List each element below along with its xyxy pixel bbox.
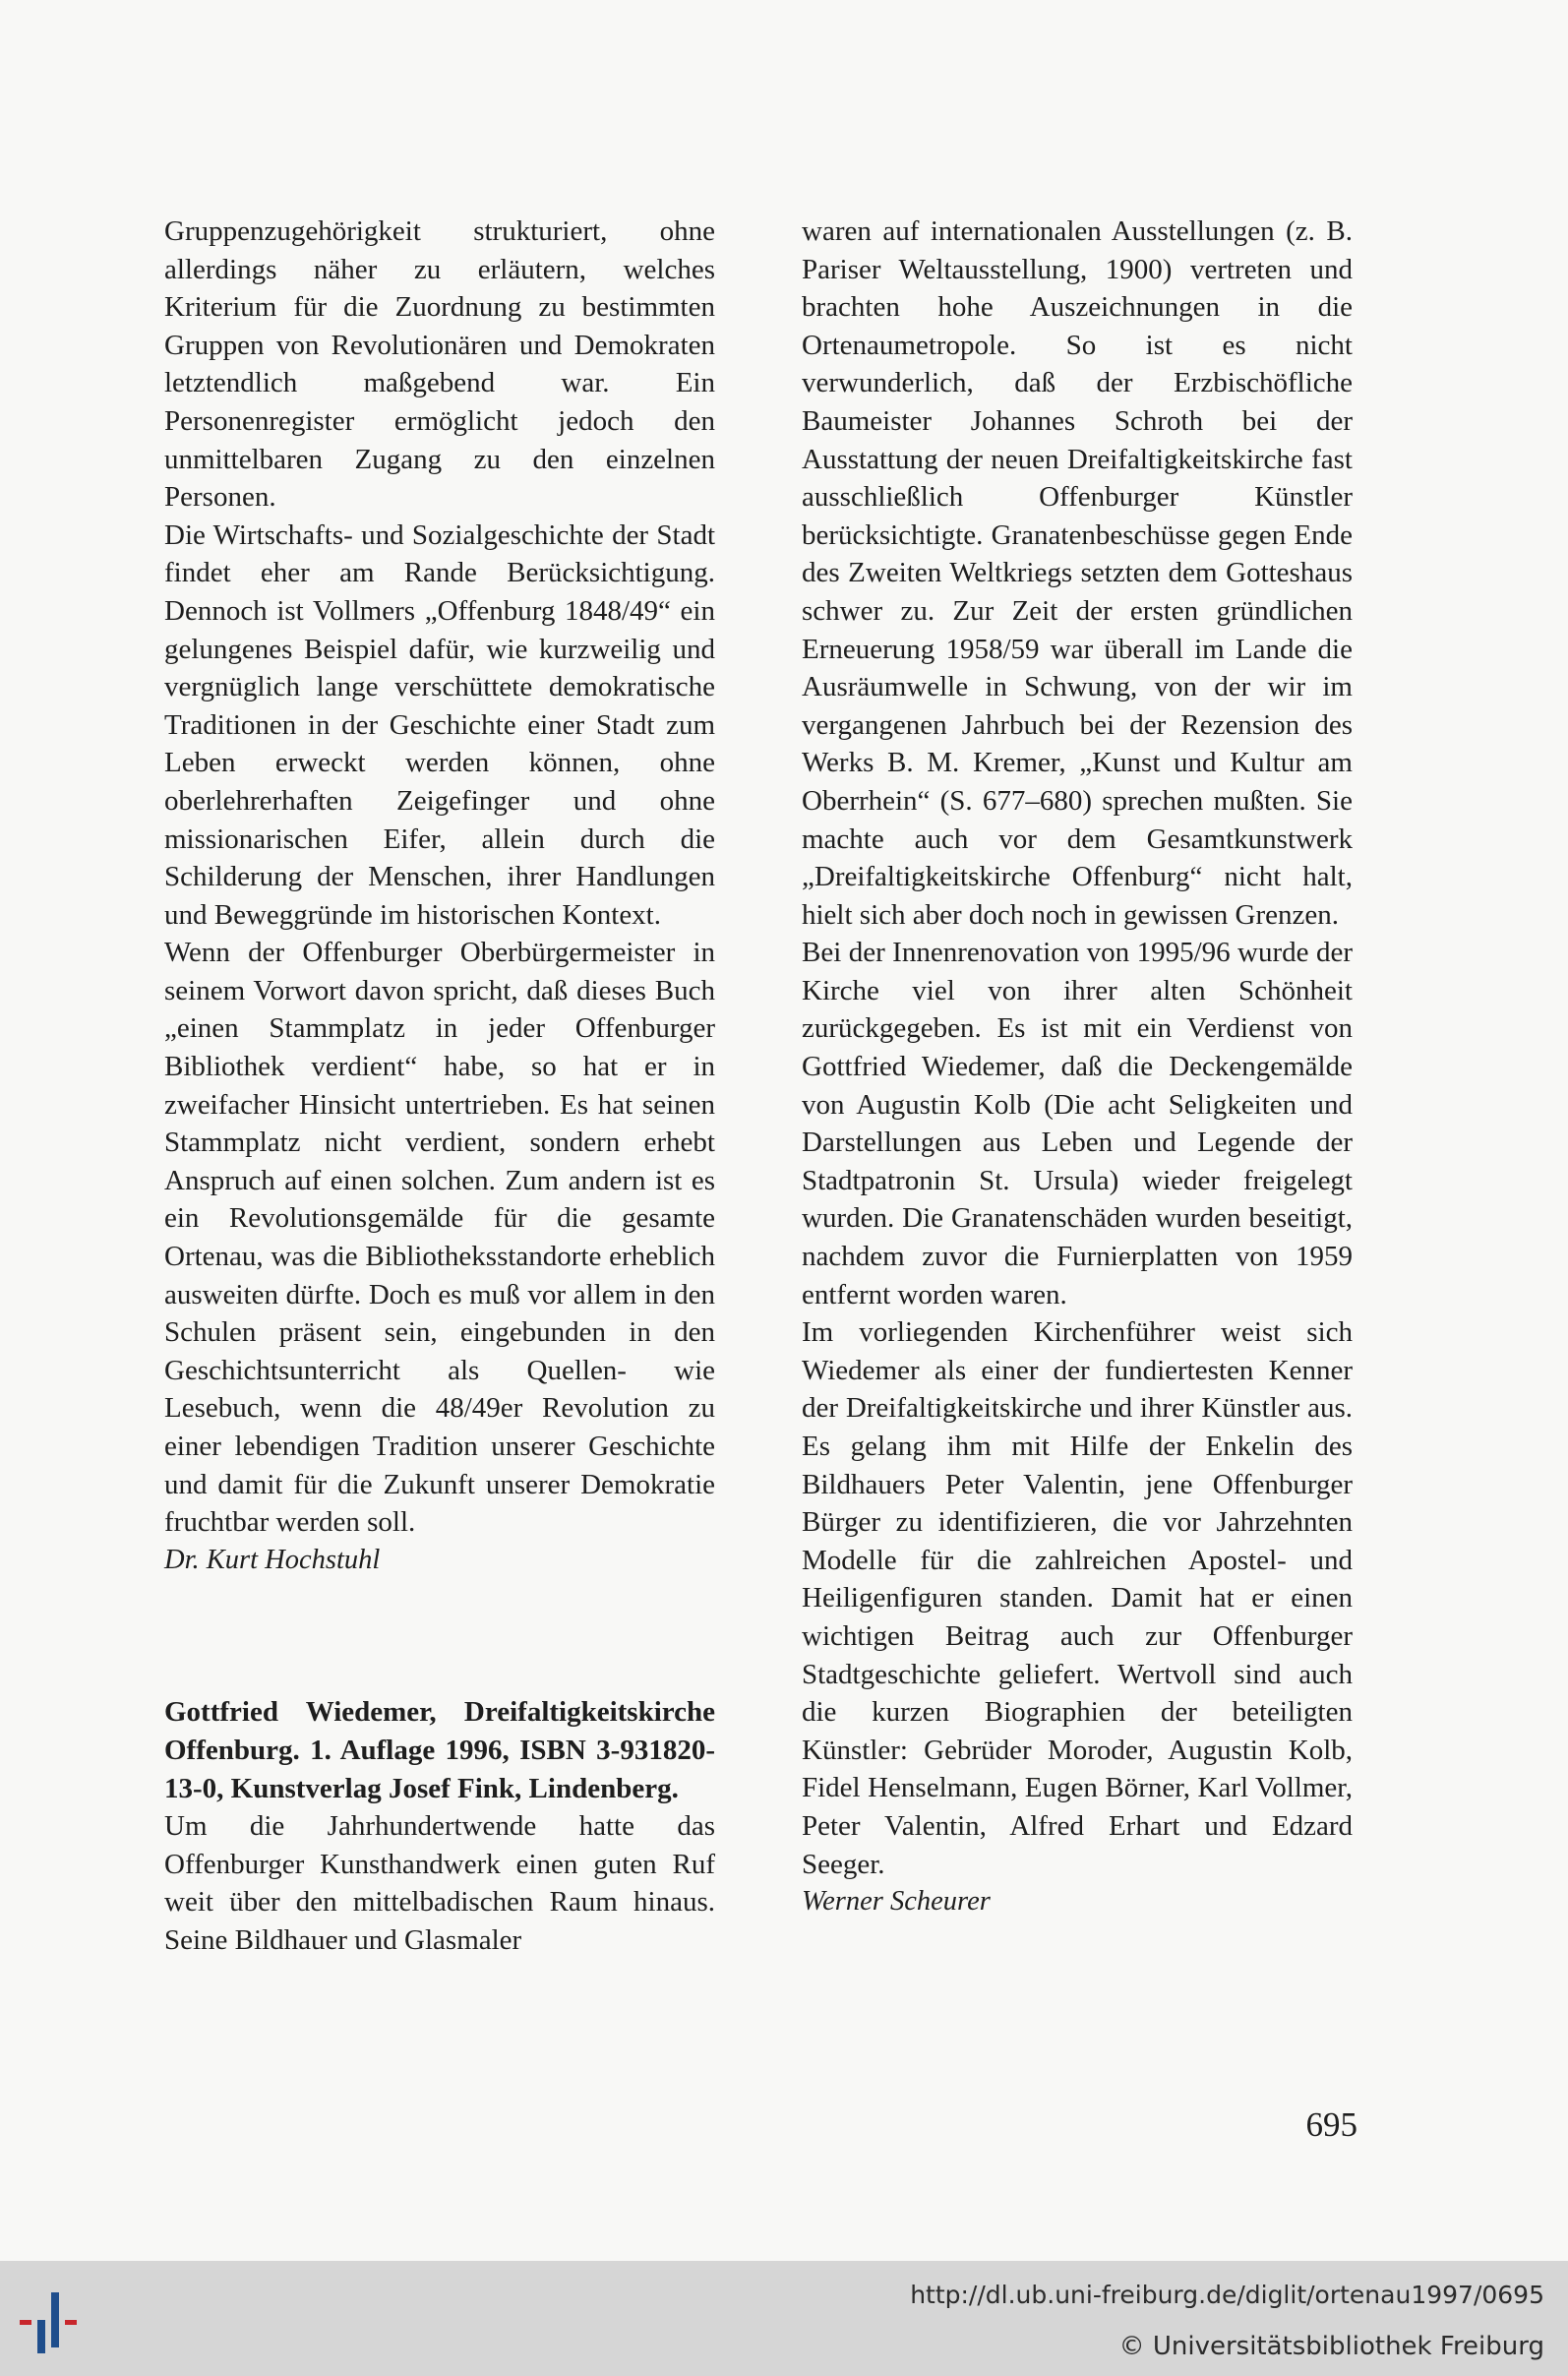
left-column (164, 213, 715, 1960)
copyright-notice: © Universitätsbibliothek Freiburg (1118, 2332, 1544, 2361)
footer-band (0, 2261, 1568, 2376)
review-signature: Werner Scheurer (802, 1886, 991, 1918)
paragraph: waren auf internationalen Ausstellungen (z. B. Pariser Weltausstellung, 1900) vertreten und brachten hohe Auszeichnungen in die Ortenaumetropole. So ist es nicht verwunderlich, daß der Erzbischöfliche Baumeister Johannes Schroth bei der Ausstattung der neuen Dreifaltigkeitskirche fast ausschließlich Offenburger Künstler berücksichtigte. Granatenbeschüsse gegen Ende des Zweiten Weltkriegs setzten dem Gotteshaus schwer zu. Zur Zeit der ersten gründlichen Erneuerung 1958/59 war überall im Lande die Ausräumwelle in Schwung, von der wir im vergangenen Jahrbuch bei der Rezension des Werks B. M. Kremer, „Kunst und Kultur am Oberrhein“ (S. 677–680) sprechen mußten. Sie machte auch vor dem Gesamtkunstwerk „Dreifaltigkeitskirche Offenburg“ nicht halt, hielt sich aber doch noch in gewissen Grenzen. (802, 215, 1353, 931)
paragraph: Bei der Innenrenovation von 1995/96 wurde der Kirche viel von ihrer alten Schönheit zurückgegeben. Es ist mit ein Verdienst von Gottfried Wiedemer, daß die Deckengemälde von Augustin Kolb (Die acht Seligkeiten und Darstellungen aus Leben und Legende der Stadtpatronin St. Ursula) wieder freigelegt wurden. Die Granatenschäden wurden beseitigt, nachdem zuvor die Furnierplatten von 1959 entfernt worden waren. (802, 937, 1353, 1310)
paragraph: Die Wirtschafts- und Sozialgeschichte der Stadt findet eher am Rande Berücksichtigung. Dennoch ist Vollmers „Offenburg 1848/49“ ein gelungenes Beispiel dafür, wie kurzweilig und vergnüglich lange verschüttete demokratische Traditionen in der Geschichte einer Stadt zum Leben erweckt werden können, ohne oberlehrerhaften Zeigefinger und ohne missionarischen Eifer, allein durch die Schilderung der Menschen, ihrer Handlungen und Beweggründe im historischen Kontext. (164, 518, 715, 931)
source-url-link[interactable]: http://dl.ub.uni-freiburg.de/diglit/ortenau1997/0695 (910, 2281, 1544, 2309)
review-signature: Dr. Kurt Hochstuhl (164, 1544, 381, 1575)
right-column (802, 213, 1353, 1921)
library-logo-icon (20, 2292, 98, 2353)
paragraph: Um die Jahrhundertwende hatte das Offenburger Kunsthandwerk einen guten Ruf weit über den mittelbadischen Raum hinaus. Seine Bildhauer und Glasmaler (164, 1810, 715, 1956)
paragraph: Im vorliegenden Kirchenführer weist sich Wiedemer als einer der fundiertesten Kenner der Dreifaltigkeitskirche und ihrer Künstler aus. Es gelang ihm mit Hilfe der Enkelin des Bildhauers Peter Valentin, jene Offenburger Bürger zu identifizieren, die vor Jahrzehnten Modelle für die zahlreichen Apostel- und Heiligenfiguren standen. Damit hat er einen wichtigen Beitrag auch zur Offenburger Stadtgeschichte geliefert. Wertvoll sind auch die kurzen Biographien der beteiligten Künstler: Gebrüder Moroder, Augustin Kolb, Fidel Henselmann, Eugen Börner, Karl Vollmer, Peter Valentin, Alfred Erhart und Edzard Seeger. (802, 1316, 1353, 1880)
paragraph: Wenn der Offenburger Oberbürgermeister in seinem Vorwort davon spricht, daß dieses Buch „einen Stammplatz in jeder Offenburger Bibliothek verdient“ habe, so hat er in zweifacher Hinsicht untertrieben. Es hat seinen Stammplatz nicht verdient, sondern erhebt Anspruch auf einen solchen. Zum andern ist es ein Revolutionsgemälde für die gesamte Ortenau, was die Bibliotheksstandorte erheblich ausweiten dürfte. Doch es muß vor allem in den Schulen präsent sein, eingebunden in den Geschichtsunterricht als Quellen- wie Lesebuch, wenn die 48/49er Revolution zu einer lebendigen Tradition unserer Geschichte und damit für die Zukunft unserer Demokratie fruchtbar werden soll. (164, 937, 715, 1539)
page-number: 695 (1305, 2105, 1357, 2144)
paragraph: Gruppenzugehörigkeit strukturiert, ohne allerdings näher zu erläutern, welches Kriterium für die Zuordnung zu bestimmten Gruppen von Revolutionären und Demokraten letztendlich maßgebend war. Ein Personenregister ermöglicht jedoch den unmittelbaren Zugang zu den einzelnen Personen. (164, 215, 715, 514)
review-heading: Gottfried Wiedemer, Dreifaltigkeitskirche Offenburg. 1. Auflage 1996, ISBN 3-931820-13-0, Kunstverlag Josef Fink, Lindenberg. (164, 1696, 715, 1804)
